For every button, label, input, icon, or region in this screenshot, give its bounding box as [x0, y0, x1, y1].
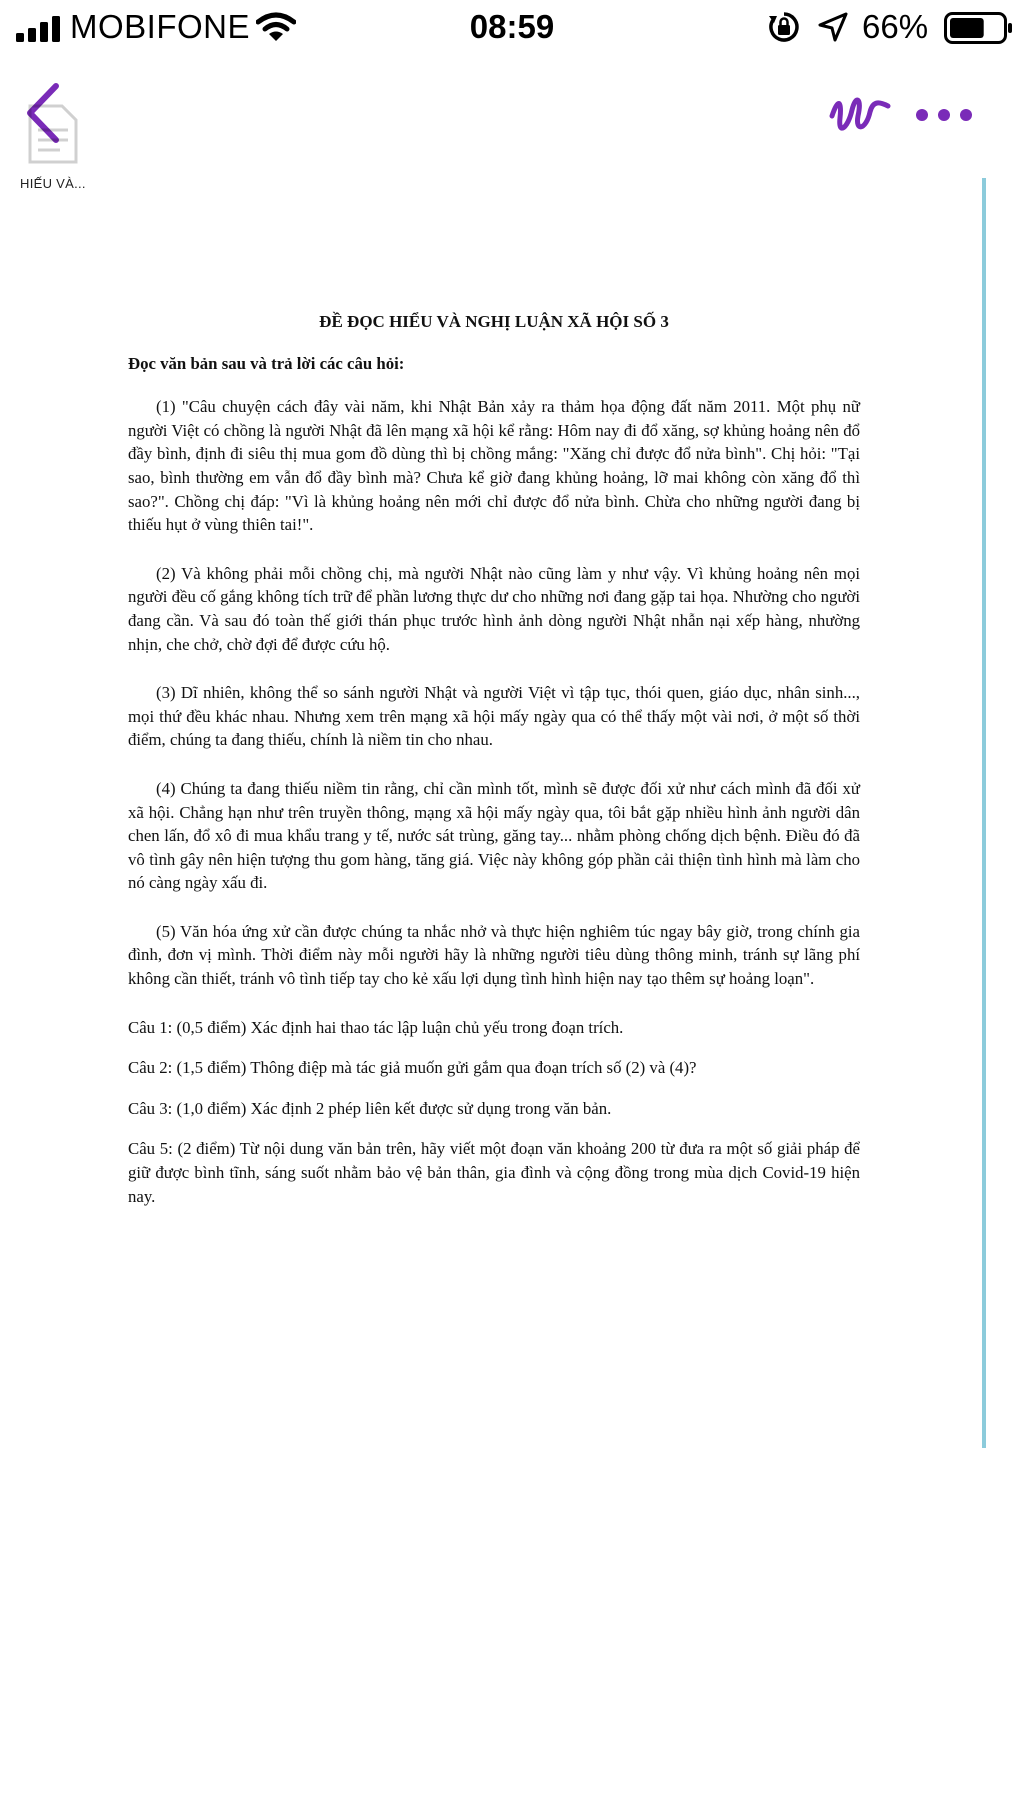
question-3: Câu 3: (1,0 điểm) Xác định 2 phép liên kết được sử dụng trong văn bản.: [128, 1098, 612, 1118]
signal-icon: [16, 16, 64, 42]
document-title: ĐỀ ĐỌC HIỂU VÀ NGHỊ LUẬN XÃ HỘI SỐ 3: [319, 312, 669, 331]
clock-time: 08:59: [469, 8, 555, 45]
carrier-name: MOBIFONE: [70, 8, 251, 45]
question-2: Câu 2: (1,5 điểm) Thông điệp mà tác giả muốn gửi gắm qua đoạn trích số (2) và (4)?: [128, 1058, 697, 1078]
question-1: Câu 1: (0,5 điểm) Xác định hai thao tác lập luận chủ yếu trong đoạn trích.: [128, 1017, 624, 1037]
document-thumbnail-icon: [24, 104, 80, 164]
battery-level: [950, 18, 984, 38]
wifi-icon: [256, 12, 296, 42]
handwriting-icon: [832, 100, 888, 128]
paragraph-4: (4) Chúng ta đang thiếu niềm tin rằng, chỉ cần mình tốt, mình sẽ được đối xử như cách mình đã đối xử xã hội. Chẳng hạn như trên truyền thông, mạng xã hội mấy ngày qua, tôi bắt gặp nhiều hình ảnh người dân chen lấn, đổ xô đi mua khẩu trang y tế, nước sát trùng, găng tay... nhằm phòng chống dịch bệnh. Điều đó đã vô tình gây nên hiện tượng thu gom hàng, tăng giá. Việc này không góp phần cải thiện tình hình mà làm cho nó càng ngày xấu đi.: [128, 778, 860, 893]
document-name-label: HIẾU VÀ...: [20, 176, 86, 191]
location-arrow-icon: [818, 12, 848, 42]
rotation-lock-icon: [768, 11, 800, 43]
status-bar: [0, 0, 1024, 58]
paragraph-5: (5) Văn hóa ứng xử cần được chúng ta nhắc nhở và thực hiện nghiêm túc ngay bây giờ, trong chính gia đình, đơn vị mình. Thời điểm này mỗi người hãy là những người tiêu dùng thông minh, tránh sự lãng phí không cần thiết, tránh vô tình tiếp tay cho kẻ xấu lợi dụng tình hình hiện nay tạo thêm sự hoảng loạn".: [128, 921, 860, 989]
more-dots-icon: [916, 109, 972, 121]
battery-icon: [944, 12, 1014, 44]
more-button[interactable]: [912, 100, 976, 130]
paragraph-2: (2) Và không phải mỗi chồng chị, mà người Nhật nào cũng làm y như vậy. Vì khủng hoảng nên mọi người đều cố gắng không tích trữ để phần lương thực dư cho những nơi đang gặp tai họa. Nhường cho người đang cần. Và sau đó toàn thế giới thán phục trước hình ảnh dòng người Nhật nhẫn nại xếp hàng, nhường nhịn, che chở, chờ đợi để được cứu hộ.: [128, 563, 860, 654]
ink-button[interactable]: [828, 88, 892, 140]
document-page: [128, 310, 860, 1225]
paragraph-1: (1) "Câu chuyện cách đây vài năm, khi Nhật Bản xảy ra thảm họa động đất năm 2011. Một phụ nữ người Việt có chồng là người Nhật đã lên mạng xã hội kể rằng: Hôm nay đi đổ xăng, sợ khủng hoảng nên đổ đầy bình, định đi siêu thị mua gom đồ dùng thì bị chồng mắng: "Xăng chỉ được đổ nửa bình". Chị hỏi: "Tại sao, bình thường em vẫn đổ đầy bình mà? Chưa kể giờ đang khủng hoảng, lỡ mai không còn xăng đổ thì sao?". Chồng chị đáp: "Vì là khủng hoảng nên mới chỉ được đổ nửa bình. Chừa cho những người đang bị thiếu hụt ở vùng thiên tai!".: [128, 397, 860, 535]
scroll-indicator[interactable]: [982, 178, 986, 1448]
paragraph-3: (3) Dĩ nhiên, không thể so sánh người Nhật và người Việt vì tập tục, thói quen, giáo dục, nhân sinh..., mọi thứ đều khác nhau. Nhưng xem trên mạng xã hội mấy ngày qua có thể thấy một vài nơi, ở một số thời điểm, chúng ta đang thiếu, chính là niềm tin cho nhau.: [128, 683, 860, 750]
question-5: Câu 5: (2 điểm) Từ nội dung văn bản trên, hãy viết một đoạn văn khoảng 200 từ đưa ra một số giải pháp để giữ được bình tĩnh, sáng suốt nhằm bảo vệ bản thân, gia đình và cộng đồng trong mùa dịch Covid-19 hiện nay.: [128, 1139, 860, 1206]
document-instruction: Đọc văn bản sau và trả lời các câu hỏi:: [128, 353, 405, 373]
battery-percent: 66%: [862, 8, 929, 45]
